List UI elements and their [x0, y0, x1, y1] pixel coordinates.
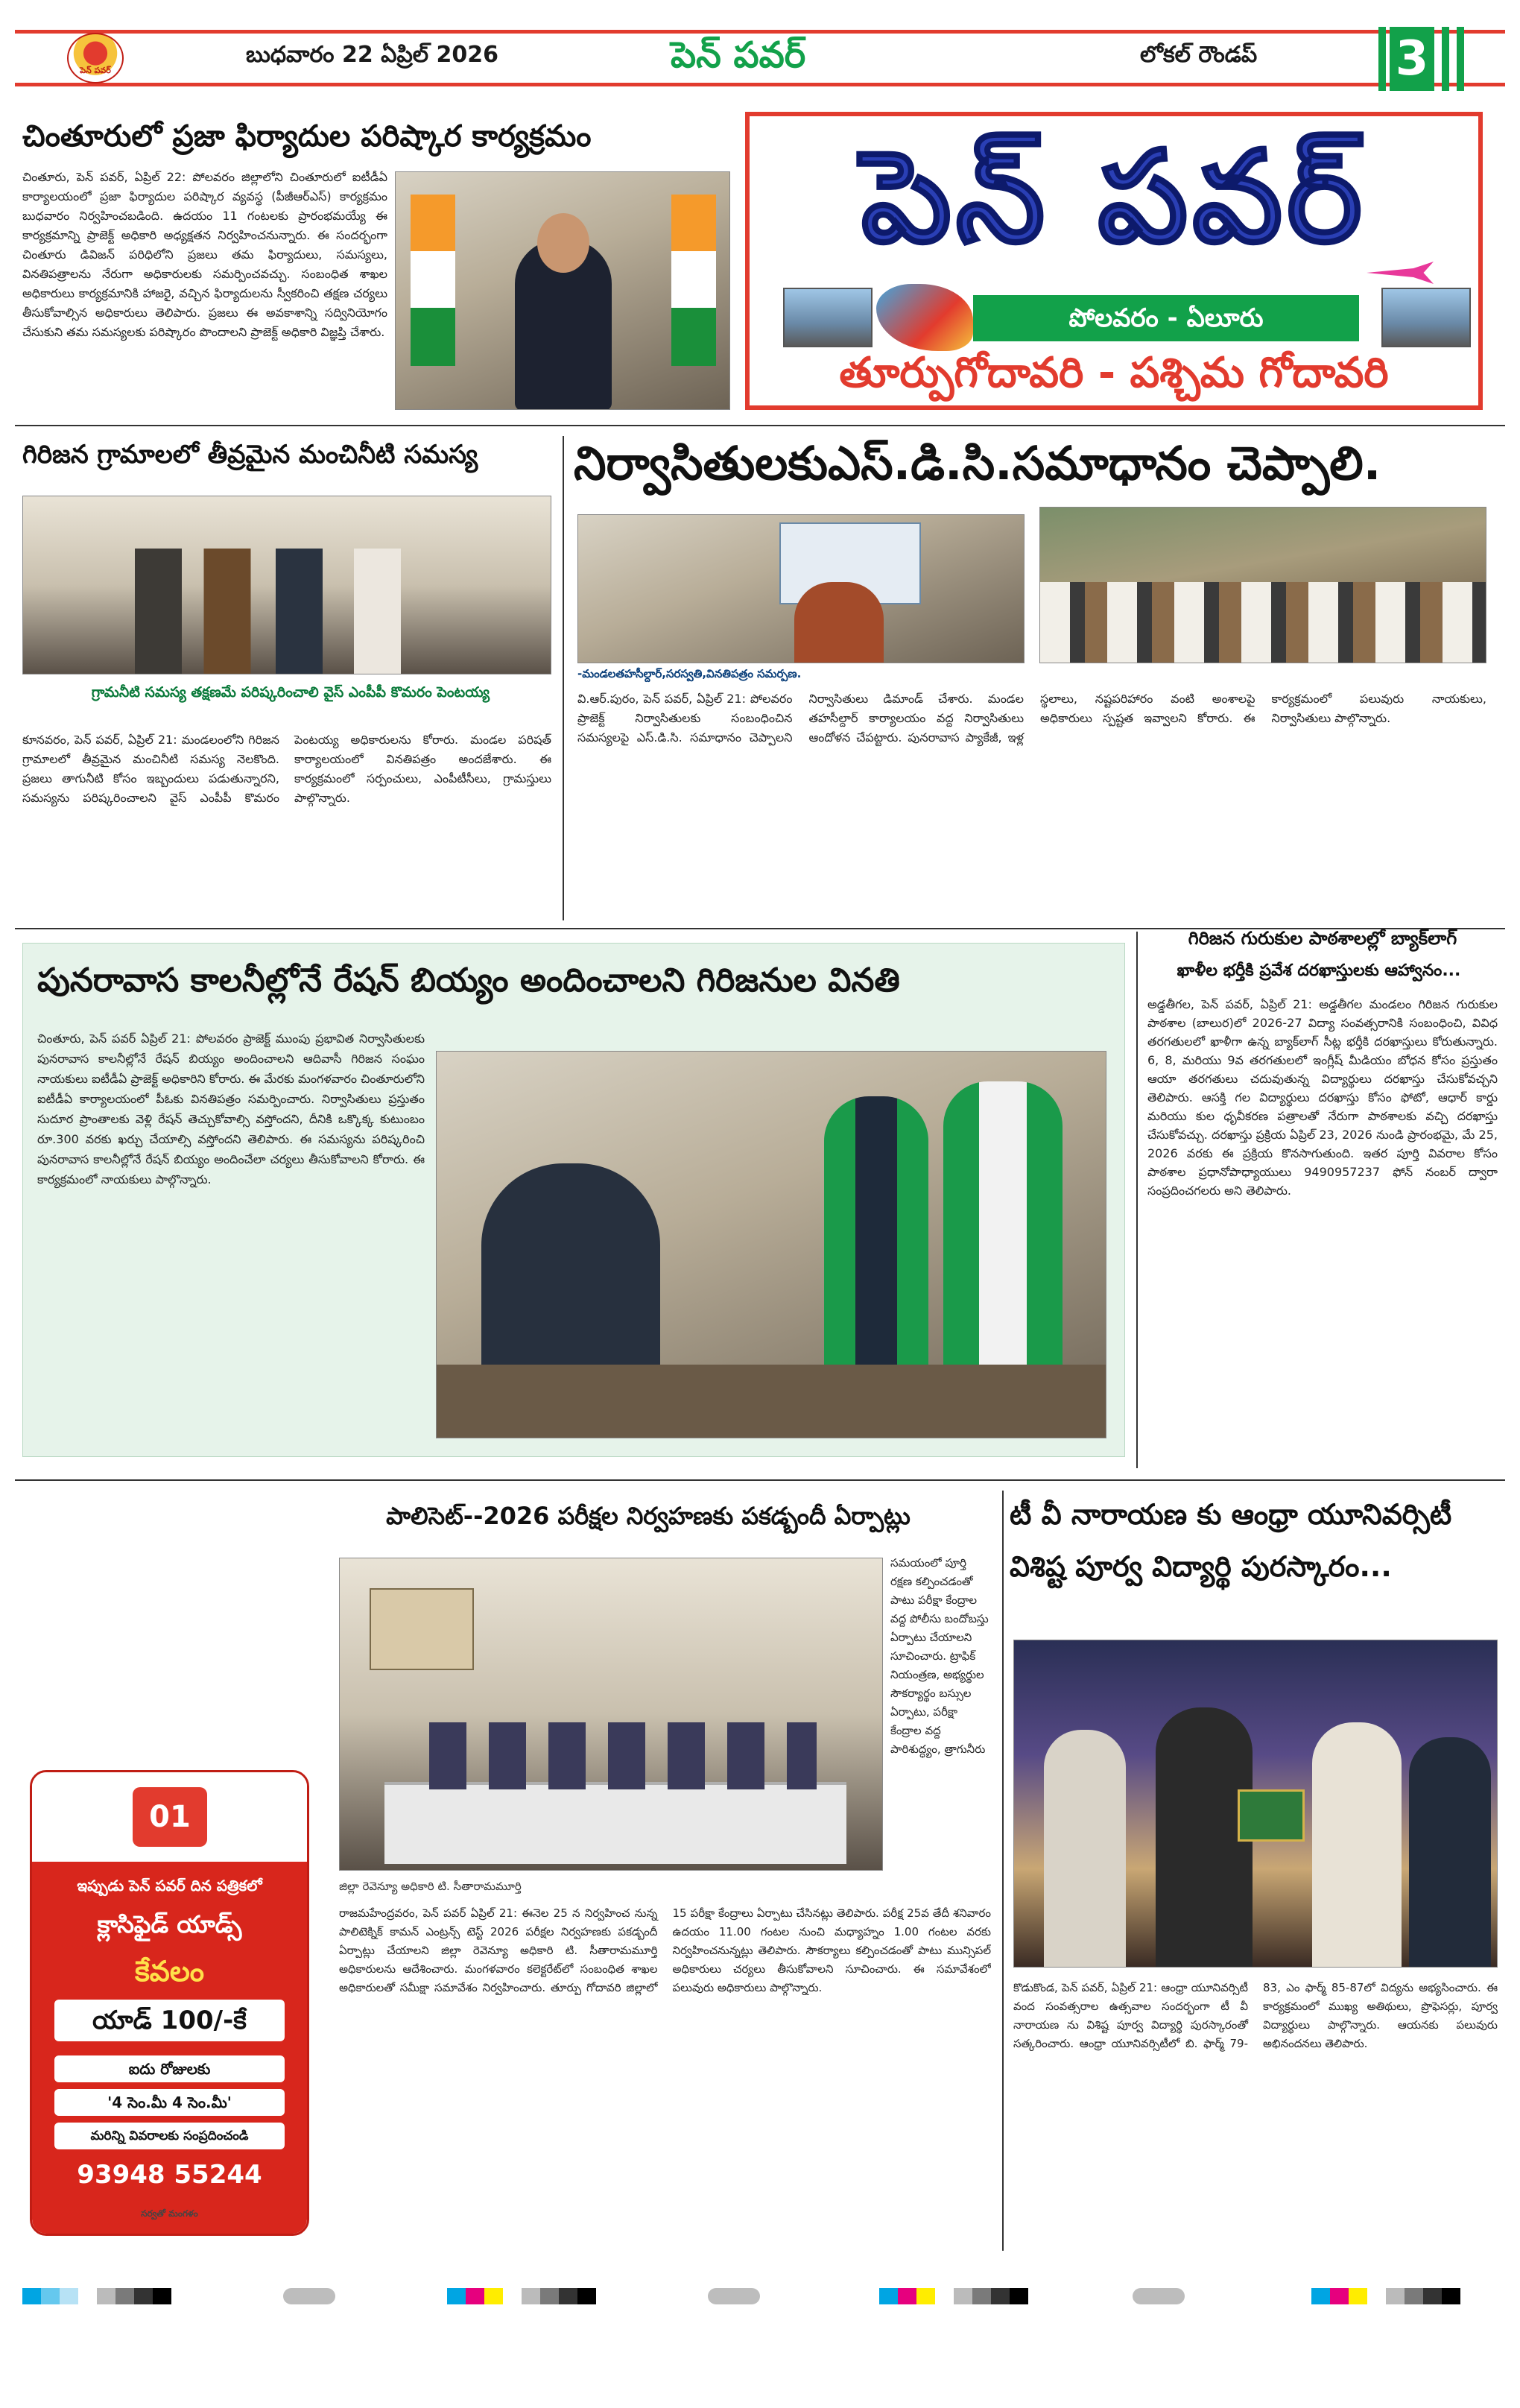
wall-map	[370, 1588, 474, 1670]
paper-logo-text: పెన్ పవర్	[80, 66, 111, 75]
article6-headline: పాలిసెట్--2026 పరీక్షల నిర్వహణకు పకడ్బందీ ఏర్పాట్లు	[386, 1502, 911, 1530]
person-standing	[1044, 1730, 1126, 1968]
meeting-table	[384, 1782, 846, 1864]
people-row	[429, 1722, 817, 1789]
print-color-bar	[283, 2288, 335, 2304]
top-bar-stripe	[1378, 27, 1386, 91]
crowd	[1040, 582, 1486, 663]
masthead	[745, 112, 1483, 410]
article1-headline: చింతూరులో ప్రజా ఫిర్యాదుల పరిష్కార కార్యక్రమం	[22, 119, 592, 154]
page-number: 3	[1390, 27, 1434, 91]
print-color-bar	[708, 2288, 760, 2304]
article6-caption: జిల్లా రెవెన్యూ అధికారి టి. సీతారామమూర్తి	[339, 1880, 522, 1893]
article4-photo	[436, 1051, 1106, 1438]
article7-headline-1: టీ వీ నారాయణ కు ఆంధ్రా యూనివర్సిటీ	[1010, 1498, 1452, 1531]
print-color-bar	[1311, 2288, 1460, 2304]
article6-body: రాజమహేంద్రవరం, పెన్ పవర్ ఏప్రిల్ 21: ఈనెల 25 న నిర్వహించ నున్న పాలిటెక్నిక్ కామన్ ఎంట్రన్స్ టెస్ట్ 2026 పరీక్షల నిర్వహణకు పకడ్బందీ ఏర్పాట్లు చేయాలని జిల్లా రెవెన్యూ అధికారి టి. సీతారామమూర్తి అధికారులను ఆదేశించారు. మంగళవారం కలెక్టరేట్‌లో సంబంధిత శాఖల అధికారులతో సమీక్షా సమావేశం నిర్వహించారు. తూర్పు గోదావరి జిల్లాలో 15 పరీక్షా కేంద్రాలు ఏర్పాటు చేసినట్లు తెలిపారు. పరీక్ష 25వ తేదీ శనివారం ఉదయం 11.00 గంటల నుంచి మధ్యాహ్నం 1.00 గంటల వరకు నిర్వహించనున్నట్లు తెలిపారు. సౌకర్యాలు కల్పించడంతో పాటు మున్సిపల్ అధికారులు చర్యలు తీసుకోవాలని సూచించారు. ఈ సమావేశంలో పలువురు అధికారులు పాల్గొన్నారు.	[339, 1906, 991, 1994]
article3-photo-1	[577, 514, 1025, 663]
person-group	[135, 549, 448, 674]
divider	[15, 1479, 1505, 1481]
article2-headline: గిరిజన గ్రామాలలో తీవ్రమైన మంచినీటి సమస్య	[22, 440, 478, 470]
article6-side-text: సమయంలో పూర్తి రక్షణ కల్పించడంతో పాటు పరీక్షా కేంద్రాల వద్ద పోలీసు బందోబస్తు ఏర్పాటు చేయాలని సూచించారు. ట్రాఫిక్ నియంత్రణ, అభ్యర్థుల సౌకర్యార్థం బస్సుల ఏర్పాటు, పరీక్షా కేంద్రాల వద్ద పారిశుద్ధ్యం, త్రాగునీరు	[890, 1556, 989, 1756]
print-color-bar	[1133, 2288, 1185, 2304]
article3-photo-2	[1039, 507, 1486, 663]
flag-icon	[671, 195, 716, 366]
article5-headline-1: గిరిజన గురుకుల పాఠశాలల్లో బ్యాక్‌లాగ్	[1188, 928, 1457, 949]
classified-ad	[30, 1770, 309, 2236]
article7-headline-2: విశిష్ట పూర్వ విద్యార్థి పురస్కారం...	[1010, 1550, 1392, 1583]
article3-caption: -మండలతహసీల్దార్,సరస్వతి,వినతిపత్రం సమర్పణ.	[577, 667, 802, 680]
person-silhouette	[794, 582, 884, 663]
section-name: లోకల్ రౌండప్	[1140, 42, 1258, 68]
print-color-bar	[879, 2288, 1028, 2304]
article4-body: చింతూరు, పెన్ పవర్ ఏప్రిల్ 21: పోలవరం ప్రాజెక్ట్ ముంపు ప్రభావిత నిర్వాసితులకు పునరావాస కాలనీల్లోనే రేషన్ బియ్యం అందించాలని ఆదివాసీ గిరిజన సంఘం నాయకులు ఐటీడీఏ ప్రాజెక్ట్ అధికారిని కోరారు. ఈ మేరకు మంగళవారం చింతూరులోని ఐటీడీఏ కార్యాలయంలో పీఓకు వినతిపత్రం సమర్పించారు. నిర్వాసితులు ప్రస్తుతం సుదూర ప్రాంతాలకు వెళ్లి రేషన్ తెచ్చుకోవాల్సి వస్తోందని, దీనికి ఒక్కొక్క కుటుంబం రూ.300 వరకు ఖర్చు చేయాల్సి వస్తోందని తెలిపారు. ఈ సమస్యను పరిష్కరించి పునరావాస కాలనీల్లోనే రేషన్ బియ్యం అందించేలా చర్యలు తీసుకోవాలని కోరారు. ఈ కార్యక్రమంలో నాయకులు పాల్గొన్నారు.	[37, 1031, 425, 1186]
print-color-bar	[22, 2288, 171, 2304]
article1-body: చింతూరు, పెన్ పవర్, ఏప్రిల్ 22: పోలవరం జిల్లాలోని చింతూరులో ఐటీడీఏ కార్యాలయంలో ప్రజా ఫిర్యాదుల పరిష్కార వ్యవస్థ (పీజీఆర్ఎస్) కార్యక్రమం బుధవారం నిర్వహించబడింది. ఉదయం 11 గంటలకు ప్రారంభమయ్యే ఈ కార్యక్రమాన్ని ప్రాజెక్ట్ అధికారి అధ్యక్షతన నిర్వహించనున్నారు. ఈ సందర్భంగా చింతూరు డివిజన్ పరిధిలోని ప్రజలు తమ ఫిర్యాదులు, సమస్యలు, వినతిపత్రాలను నేరుగా అధికారులకు సమర్పించవచ్చు. సంబంధిత శాఖల అధికారులు కార్యక్రమానికి హాజరై, వచ్చిన ఫిర్యాదులను స్వీకరించి తక్షణ చర్యలు తీసుకోవాల్సిన అధికారులు తెలిపారు. ప్రజలు ఈ అవకాశాన్ని సద్వినియోగం చేసుకుని తమ సమస్యలకు పరిష్కారం పొందాలని ప్రాజెక్ట్ అధికారి విజ్ఞప్తి చేశారు.	[22, 170, 387, 339]
ad-days-box: ఐదు రోజులకు	[54, 2055, 285, 2082]
flag-icon	[411, 195, 455, 366]
top-bar-stripe	[1442, 27, 1449, 91]
article3-body: వి.ఆర్.పురం, పెన్ పవర్, ఏప్రిల్ 21: పోలవరం ప్రాజెక్ట్ నిర్వాసితులకు సంబంధించిన సమస్యలపై ఎస్.డి.సి. సమాధానం చెప్పాలని నిర్వాసితులు డిమాండ్ చేశారు. మండల తహసీల్దార్ కార్యాలయం వద్ద నిర్వాసితులు ఆందోళన చేపట్టారు. పునరావాస ప్యాకేజీ, ఇళ్ల స్థలాలు, నష్టపరిహారం వంటి అంశాలపై అధికారులు స్పష్టత ఇవ్వాలని కోరారు. ఈ కార్యక్రమంలో పలువురు నాయకులు, నిర్వాసితులు పాల్గొన్నారు.	[577, 692, 1486, 745]
divider	[563, 436, 564, 920]
person-standing	[1409, 1737, 1491, 1968]
masthead-districts-2: తూర్పుగోదావరి - పశ్చిమ గోదావరి	[839, 349, 1389, 397]
person-standing	[1312, 1722, 1402, 1968]
divider	[15, 425, 1505, 426]
masthead-districts-1: పోలవరం - ఏలూరు	[973, 295, 1359, 341]
article1-photo	[395, 171, 730, 410]
desk	[437, 1365, 1106, 1438]
article7-photo	[1013, 1640, 1498, 1968]
masthead-title: పెన్ పవర్	[861, 124, 1367, 271]
ad-footer: సర్వతో మంగళం	[141, 2208, 198, 2219]
article2-caption: గ్రామనీటి సమస్య తక్షణమే పరిష్కరించాలి వైస్ ఎంపీపీ కొమరం పెంటయ్య	[91, 684, 490, 701]
article2-photo	[22, 496, 551, 674]
top-bar-stripe	[1457, 27, 1464, 91]
ad-line-3: కేవలం	[134, 1955, 205, 1988]
masthead-photo-bridge	[1381, 288, 1471, 347]
person-head	[537, 213, 589, 273]
masthead-photo-dam	[783, 288, 873, 347]
issue-date: బుధవారం 22 ఏప్రిల్ 2026	[246, 42, 499, 68]
article5-body: అడ్డతీగల, పెన్ పవర్, ఏప్రిల్ 21: అడ్డతీగల మండలం గిరిజన గురుకుల పాఠశాల (బాలుర)లో 2026-27 విద్యా సంవత్సరానికి సంబంధించి, వివిధ తరగతులలో ఖాళీగా ఉన్న బ్యాక్‌లాగ్ సీట్ల భర్తీకి దరఖాస్తులు కోరుతున్నారు. 6, 8, మరియు 9వ తరగతులలో ఇంగ్లీష్ మీడియం బోధన కోసం ప్రస్తుతం ఆయా తరగతులు చదువుతున్న విద్యార్థులు దరఖాస్తు చేసుకోవచ్చని తెలిపారు. ఆసక్తి గల విద్యార్థులు దరఖాస్తు కోసం ఫోటో, ఆధార్ కార్డు మరియు కుల ధృవీకరణ పత్రాలతో నేరుగా పాఠశాలకు వచ్చి దరఖాస్తు చేసుకోవచ్చు. దరఖాస్తు ప్రక్రియ ఏప్రిల్ 23, 2026 నుండి ప్రారంభమై, మే 25, 2026 వరకు ఈ ప్రక్రియ కొనసాగుతుంది. ఇతర పూర్తి వివరాల కోసం పాఠశాల ప్రధానోపాధ్యాయులు 9490957237 ఫోన్ నంబర్ ద్వారా సంప్రదించగలరు అని తెలిపారు.	[1147, 997, 1498, 1198]
ad-line-2: క్లాసిఫైడ్ యాడ్స్	[97, 1910, 242, 1938]
article2-body: కూనవరం, పెన్ పవర్, ఏప్రిల్ 21: మండలంలోని గిరిజన గ్రామాలలో తీవ్రమైన మంచినీటి సమస్య నెలకొంది. ప్రజలు తాగునీటి కోసం ఇబ్బందులు పడుతున్నారని, సమస్యను పరిష్కరించాలని వైస్ ఎంపీపీ కొమరం పెంటయ్య అధికారులను కోరారు. మండల పరిషత్ కార్యాలయంలో వినతిపత్రం అందజేశారు. ఈ కార్యక్రమంలో సర్పంచులు, ఎంపీటీసీలు, గ్రామస్తులు పాల్గొన్నారు.	[22, 733, 551, 805]
ad-contact-box: మరిన్ని వివరాలకు సంప్రదించండి	[54, 2123, 285, 2149]
award-gift	[1238, 1789, 1305, 1842]
divider	[1002, 1491, 1004, 2251]
ad-size-box: '4 సెం.మీ 4 సెం.మీ'	[54, 2089, 285, 2116]
print-color-bar	[447, 2288, 596, 2304]
ad-number: 01	[133, 1787, 207, 1847]
article6-photo	[339, 1558, 883, 1871]
article7-body: కొడుకొండ, పెన్ పవర్, ఏప్రిల్ 21: ఆంధ్రా యూనివర్సిటీ వంద సంవత్సరాల ఉత్సవాల సందర్భంగా టీ వీ నారాయణ ను విశిష్ట పూర్వ విద్యార్థి పురస్కారంతో సత్కరించారు. ఆంధ్రా యూనివర్సిటీలో బి. ఫార్మ్ 79-83, ఎం ఫార్మ్ 85-87లో విద్యను అభ్యసించారు. ఈ కార్యక్రమంలో ముఖ్య అతిథులు, ప్రొఫెసర్లు, పూర్వ విద్యార్థులు పాల్గొన్నారు. ఆయనకు పలువురు అభినందనలు తెలిపారు.	[1013, 1981, 1498, 2050]
ad-line-1: ఇప్పుడు పెన్ పవర్ దిన పత్రికలో	[77, 1877, 262, 1895]
article4-headline: పునరావాస కాలనీల్లోనే రేషన్ బియ్యం అందించాలని గిరిజనుల వినతి	[37, 961, 900, 999]
ad-price-box: యాడ్ 100/-కే	[54, 2000, 285, 2041]
article5-headline-2: ఖాళీల భర్తీకి ప్రవేశ దరఖాస్తులకు ఆహ్వానం...	[1177, 961, 1461, 980]
paper-name: పెన్ పవర్	[671, 34, 806, 76]
divider	[1136, 932, 1138, 1468]
ad-phone: 93948 55244	[77, 2160, 262, 2190]
article3-headline: నిర్వాసితులకుఎస్.డి.సి.సమాధానం చెప్పాలి.	[574, 436, 1381, 490]
